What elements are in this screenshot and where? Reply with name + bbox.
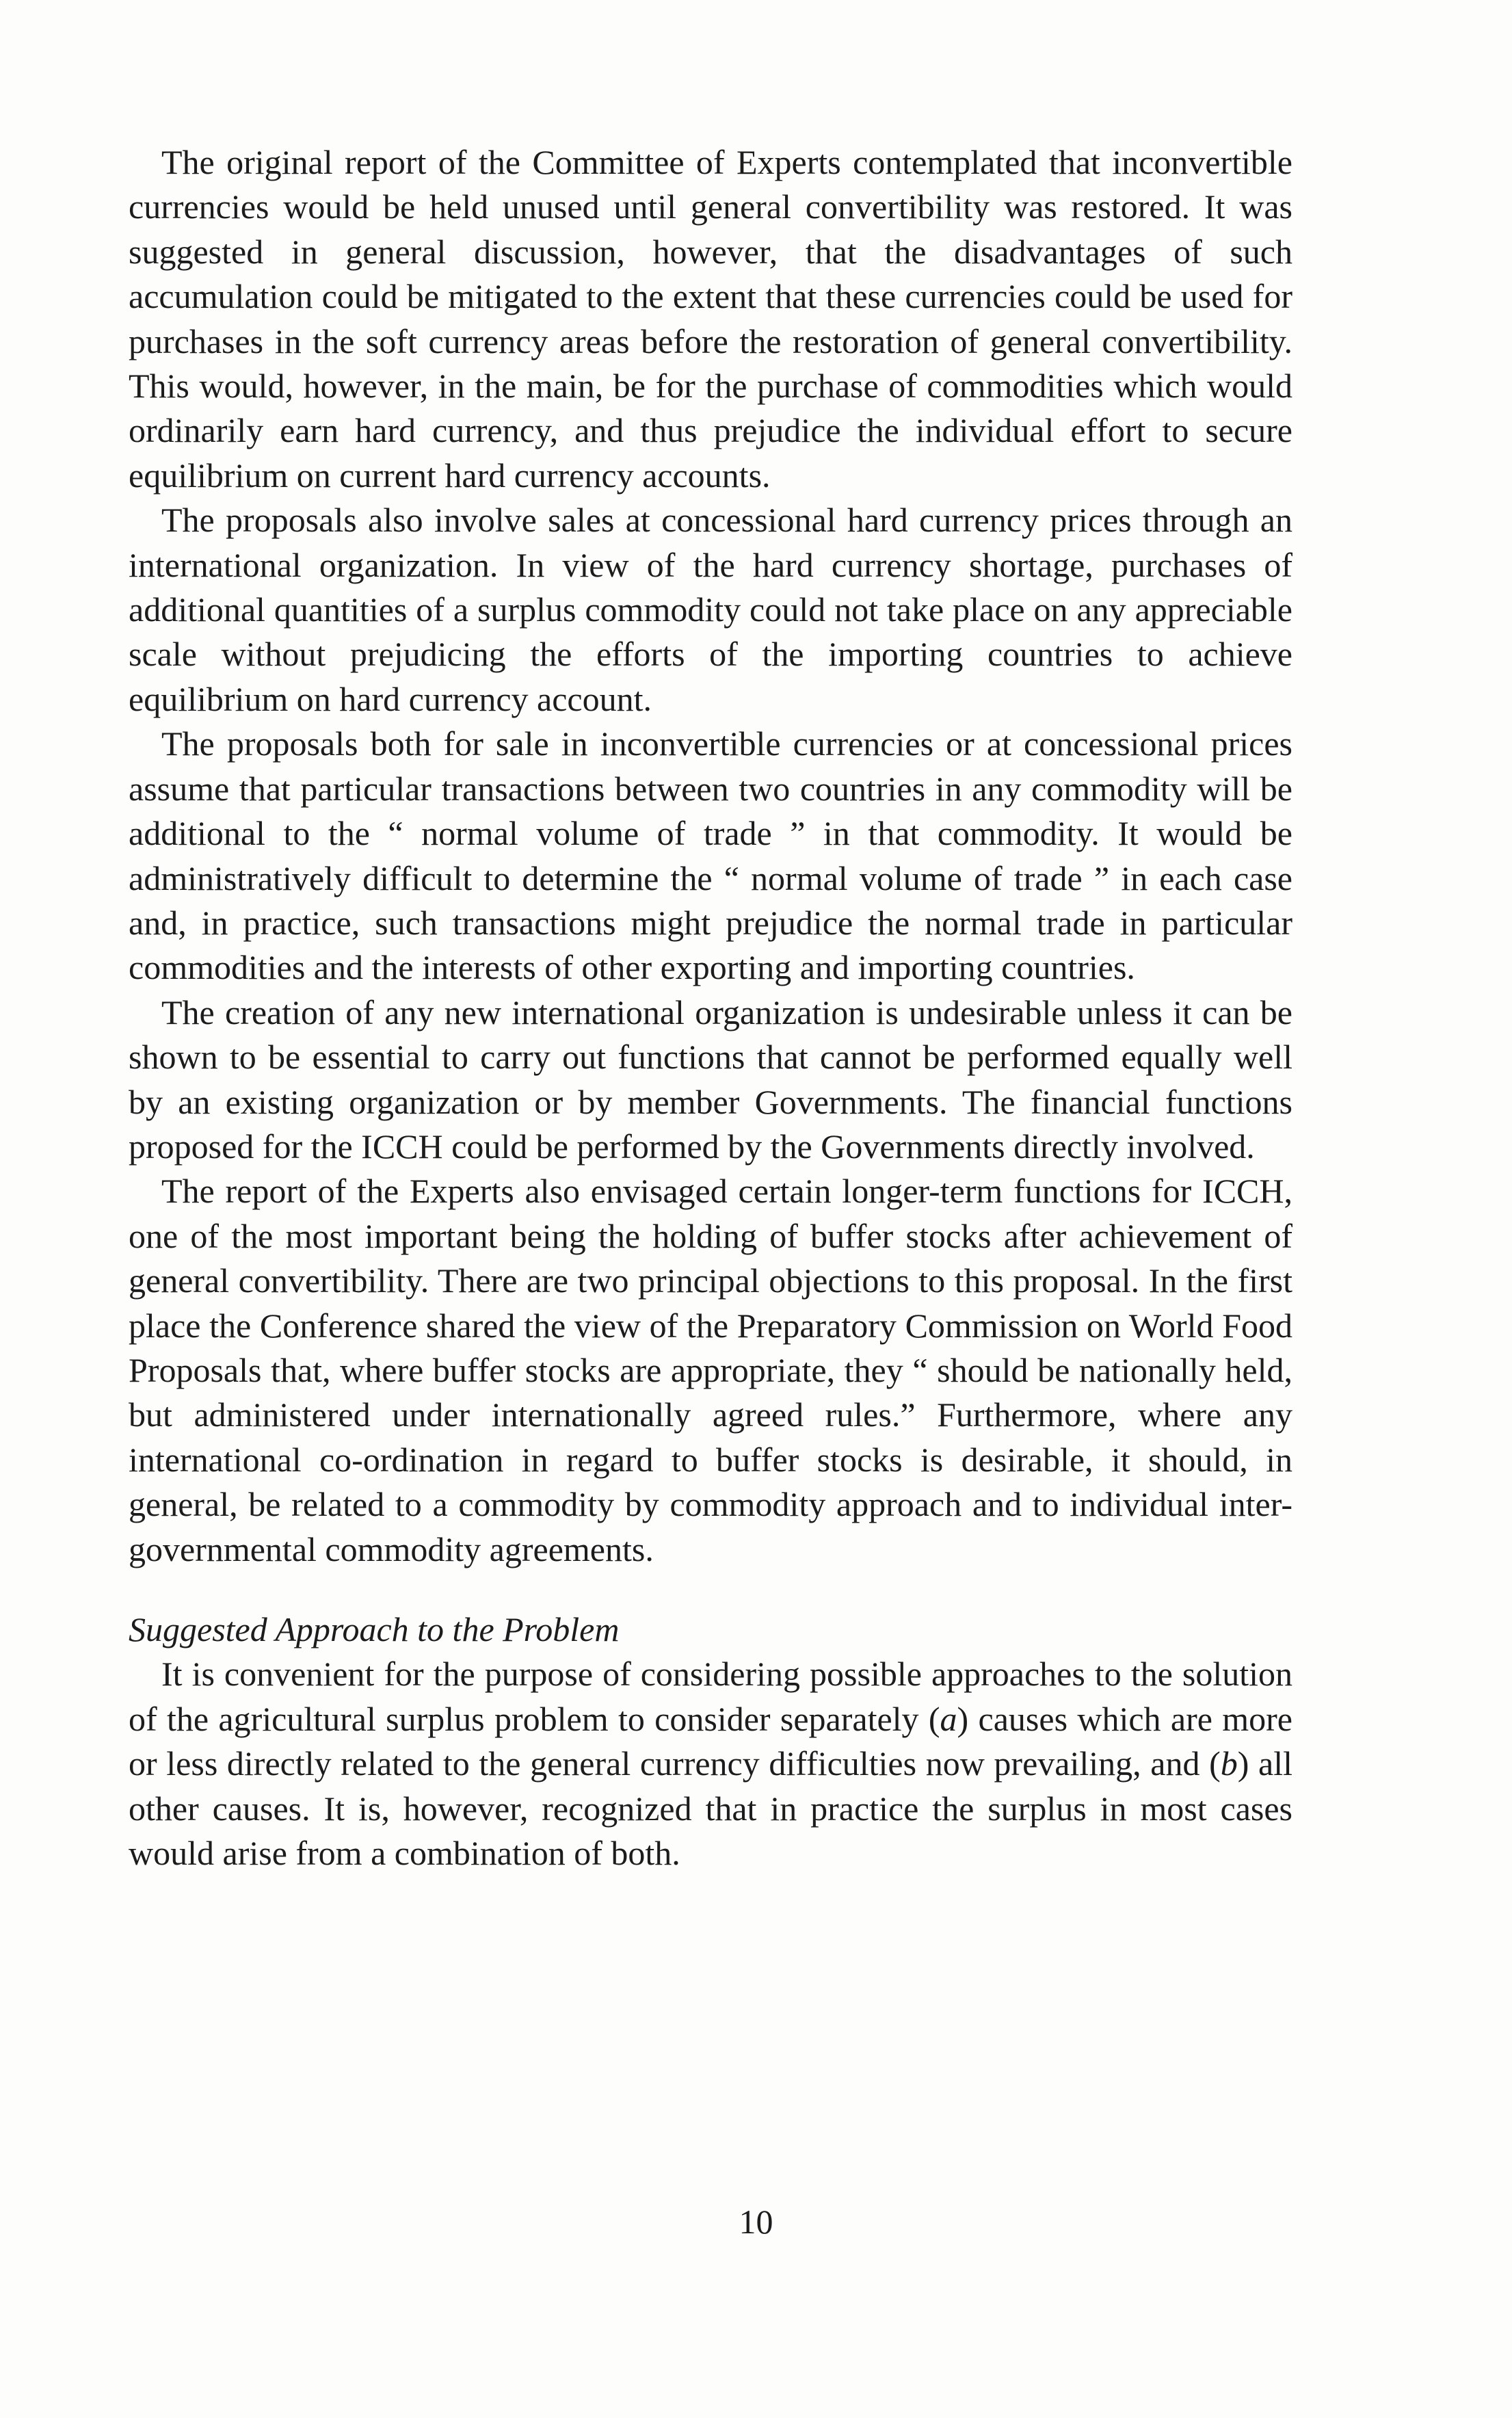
page-number: 10 <box>739 2203 773 2241</box>
section-heading <box>129 1607 1292 1652</box>
body-text <box>129 140 1292 1876</box>
paragraph-5: The report of the Experts also envisaged certain longer-term functions for ICCH, one of the most important being the holding of buffer stocks after achievement of general convertibility. There are two principal objections to this proposal. In the first place the Conference shared the view of the Preparatory Commission on World Food Proposals that, where buffer stocks are appropriate, they “ should be nationally held, but administered under internationally agreed rules.” Furthermore, where any international co-ordination in regard to buffer stocks is desirable, it should, in general, be related to a commodity by commodity approach and to individual inter-governmental commodity agreements. <box>129 1172 1292 1568</box>
paragraph-6-part-1: It is convenient for the purpose of considering possible approaches to the solution of the agricultural surplus problem to consider separately ( <box>129 1655 1292 1738</box>
paragraph-6-part-3: ) all other causes. It is, however, recognized that in practice the surplus in most cases would arise from a combination of both. <box>129 1744 1292 1873</box>
paragraph-6-part-2: ) causes which are more or less directly related to the general currency difficulties now prevailing, and ( <box>129 1699 1292 1783</box>
item-a-letter: a <box>940 1699 957 1738</box>
item-b-letter: b <box>1220 1744 1238 1783</box>
section-heading-text: Suggested Approach to the Problem <box>129 1610 620 1648</box>
paragraph-6 <box>129 1652 1292 1876</box>
paragraph-2: The proposals also involve sales at concessional hard currency prices through an international organization. In view of the hard currency shortage, purchases of additional quantities of a surplus commodity could not take place on any appreciable scale without prejudicing the efforts of the importing countries to achieve equilibrium on hard currency account. <box>129 501 1292 718</box>
paragraph-1: The original report of the Committee of Experts contemplated that inconvertible currencies would be held unused until general convertibility was restored. It was suggested in general discussion, however, that the disadvantages of such accumulation could be mitigated to the extent that these currencies could be used for purchases in the soft currency areas before the restoration of general convertibility. This would, however, in the main, be for the purchase of commodities which would ordinarily earn hard currency, and thus prejudice the individual effort to secure equilibrium on current hard currency accounts. <box>129 143 1292 495</box>
paragraph-4: The creation of any new international organization is undesirable unless it can be shown to be essential to carry out functions that cannot be performed equally well by an existing organization or by member Governments. The financial functions proposed for the ICCH could be performed by the Governments directly involved. <box>129 993 1292 1166</box>
paragraph-3: The proposals both for sale in inconvertible currencies or at concessional prices assume that particular transactions between two countries in any commodity will be additional to the “ normal volume of trade ” in that commodity. It would be administratively difficult to determine the “ normal volume of trade ” in each case and, in practice, such transactions might prejudice the normal trade in particular commodities and the interests of other exporting and importing countries. <box>129 724 1292 987</box>
